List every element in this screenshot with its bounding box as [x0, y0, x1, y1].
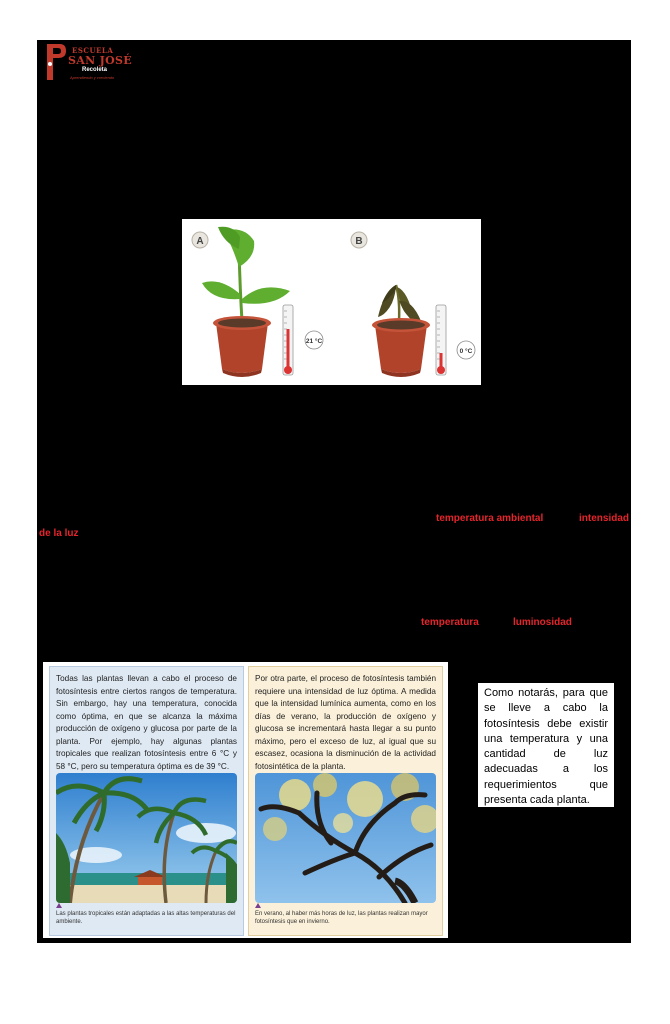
- light-caption: En verano, al haber más horas de luz, las plantas realizan mayor fotosíntesis que en invierno.: [255, 911, 428, 925]
- tree-canopy-photo: [255, 773, 436, 903]
- plants-illustration: [182, 219, 481, 385]
- logo-line-3: Recoleta: [82, 67, 108, 73]
- temp-a-label: 21 °C: [305, 338, 323, 345]
- logo-mark-icon: [44, 42, 68, 82]
- keyword-temperatura-ambiental: temperatura ambiental: [436, 513, 544, 524]
- thermometer-b-icon: [436, 305, 475, 375]
- keyword-luminosidad: luminosidad: [513, 617, 572, 628]
- light-paragraph: Por otra parte, el proceso de fotosíntesis también requiere una intensidad de luz óptima. A medida que la intensidad lumínica aumenta, como en los días de verano, la producción de oxígeno y glucosa se incrementará hasta llegar a su punto máximo, pero el exceso de luz, al igual que su escasez, ocasiona la disminución de la actividad fotosintética de la planta.: [255, 674, 436, 771]
- school-logo: [44, 42, 136, 84]
- keyword-temperatura: temperatura: [421, 617, 479, 628]
- temperature-paragraph: Todas las plantas llevan a cabo el proceso de fotosíntesis entre ciertos rangos de temperatura. Sin embargo, hay una temperatura, conocida como óptima, en que se alcanza la máxima producción de oxígeno y glucosa por parte de la planta. Por ejemplo, hay algunas plantas tropicales que realizan fotosíntesis entre 6 °C y 58 °C, pero su temperatura óptima es de 39 °C.: [56, 674, 237, 771]
- textbook-excerpt: [43, 662, 448, 938]
- tropical-palms-photo: [56, 773, 237, 903]
- temperature-caption: Las plantas tropicales están adaptadas a las altas temperaturas del ambiente.: [56, 911, 236, 925]
- logo-line-1: ESCUELA: [72, 46, 114, 55]
- healthy-plant-icon: [202, 227, 290, 377]
- wilted-plant-icon: [372, 285, 430, 377]
- keyword-intensidad: intensidad: [579, 513, 630, 524]
- logo-line-2: SAN JOSÉ: [68, 54, 132, 67]
- conclusion-note: Como notarás, para que se lleve a cabo la fotosíntesis debe existir una temperatura y una cantidad de luz adecuadas a los requerimientos que presenta cada planta.: [478, 683, 614, 807]
- light-intensity-panel: [248, 666, 443, 936]
- label-b: B: [355, 236, 363, 247]
- label-a: A: [196, 236, 204, 247]
- temp-b-label: 0 °C: [459, 348, 473, 355]
- caption-marker-icon: [56, 903, 62, 908]
- temperature-panel: [49, 666, 244, 936]
- caption-marker-icon: [255, 903, 261, 908]
- logo-line-4: Aprendiendo y creciendo: [70, 75, 115, 80]
- keyword-de-la-luz: de la luz: [39, 528, 79, 539]
